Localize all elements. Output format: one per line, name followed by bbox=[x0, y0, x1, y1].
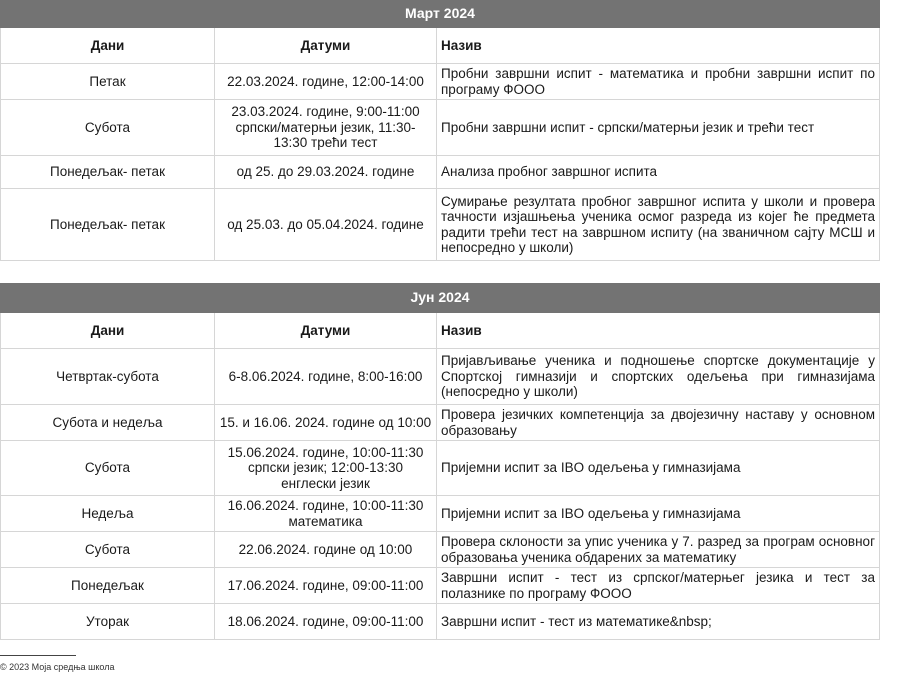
row-name: Пробни завршни испит - српски/матерњи језик и трећи тест bbox=[437, 100, 880, 156]
header-days: Дани bbox=[1, 28, 215, 64]
row-day: Недеља bbox=[1, 496, 215, 532]
table-row bbox=[1, 189, 880, 261]
table-row bbox=[1, 568, 880, 604]
table-row bbox=[1, 604, 880, 640]
row-date: 23.03.2024. године, 9:00-11:00 српски/матерњи језик, 11:30-13:30 трећи тест bbox=[215, 100, 437, 156]
june-schedule-table bbox=[0, 283, 880, 640]
row-day: Понедељак bbox=[1, 568, 215, 604]
header-dates: Датуми bbox=[215, 28, 437, 64]
table-row bbox=[1, 496, 880, 532]
row-date: од 25. до 29.03.2024. године bbox=[215, 156, 437, 189]
row-day: Четвртак-субота bbox=[1, 349, 215, 405]
row-date: 17.06.2024. године, 09:00-11:00 bbox=[215, 568, 437, 604]
row-name: Пријемни испит за IBO одељења у гимназијама bbox=[437, 496, 880, 532]
table-row bbox=[1, 532, 880, 568]
row-name: Анализа пробног завршног испита bbox=[437, 156, 880, 189]
row-day: Понедељак- петак bbox=[1, 156, 215, 189]
row-date: 16.06.2024. године, 10:00-11:30 математика bbox=[215, 496, 437, 532]
table-row bbox=[1, 349, 880, 405]
row-date: 6-8.06.2024. године, 8:00-16:00 bbox=[215, 349, 437, 405]
row-date: 18.06.2024. године, 09:00-11:00 bbox=[215, 604, 437, 640]
june-title: Јун 2024 bbox=[1, 284, 880, 313]
table-row bbox=[1, 405, 880, 441]
row-day: Субота bbox=[1, 100, 215, 156]
row-name: Провера склоности за упис ученика у 7. разред за програм основног образовања ученика обдарених за математику bbox=[437, 532, 880, 568]
row-day: Петак bbox=[1, 64, 215, 100]
row-name: Сумирање резултата пробног завршног испита у школи и провера тачности изјашњења ученика осмог разреда из којег ће предмета радити трећи тест на завршном испиту (на званичном сајту МСШ и непосредно у школи) bbox=[437, 189, 880, 261]
march-title: Март 2024 bbox=[1, 1, 880, 28]
row-day: Субота bbox=[1, 441, 215, 496]
header-name: Назив bbox=[437, 28, 880, 64]
header-days: Дани bbox=[1, 313, 215, 349]
row-date: од 25.03. до 05.04.2024. године bbox=[215, 189, 437, 261]
row-name: Пробни завршни испит - математика и пробни завршни испит по програму ФООО bbox=[437, 64, 880, 100]
row-date: 22.06.2024. године од 10:00 bbox=[215, 532, 437, 568]
row-day: Уторак bbox=[1, 604, 215, 640]
row-day: Субота bbox=[1, 532, 215, 568]
table-row bbox=[1, 156, 880, 189]
row-name: Пријављивање ученика и подношење спортске документације у Спортској гимназији и спортских одељења при гимназијама (непосредно у школи) bbox=[437, 349, 880, 405]
row-day: Субота и недеља bbox=[1, 405, 215, 441]
march-schedule-table bbox=[0, 0, 880, 261]
row-name: Пријемни испит за IBO одељења у гимназијама bbox=[437, 441, 880, 496]
footer-divider bbox=[0, 655, 76, 656]
row-name: Завршни испит - тест из српског/матерњег језика и тест за полазнике по програму ФООО bbox=[437, 568, 880, 604]
header-dates: Датуми bbox=[215, 313, 437, 349]
header-name: Назив bbox=[437, 313, 880, 349]
table-row bbox=[1, 100, 880, 156]
row-date: 15.06.2024. године, 10:00-11:30 српски језик; 12:00-13:30 енглески језик bbox=[215, 441, 437, 496]
footer-copyright: © 2023 Моја средња школа bbox=[0, 662, 115, 672]
table-row bbox=[1, 64, 880, 100]
row-date: 22.03.2024. године, 12:00-14:00 bbox=[215, 64, 437, 100]
row-day: Понедељак- петак bbox=[1, 189, 215, 261]
row-name: Провера језичких компетенција за двојезичну наставу у основном образовању bbox=[437, 405, 880, 441]
table-row bbox=[1, 441, 880, 496]
row-date: 15. и 16.06. 2024. године од 10:00 bbox=[215, 405, 437, 441]
row-name: Завршни испит - тест из математике&nbsp; bbox=[437, 604, 880, 640]
